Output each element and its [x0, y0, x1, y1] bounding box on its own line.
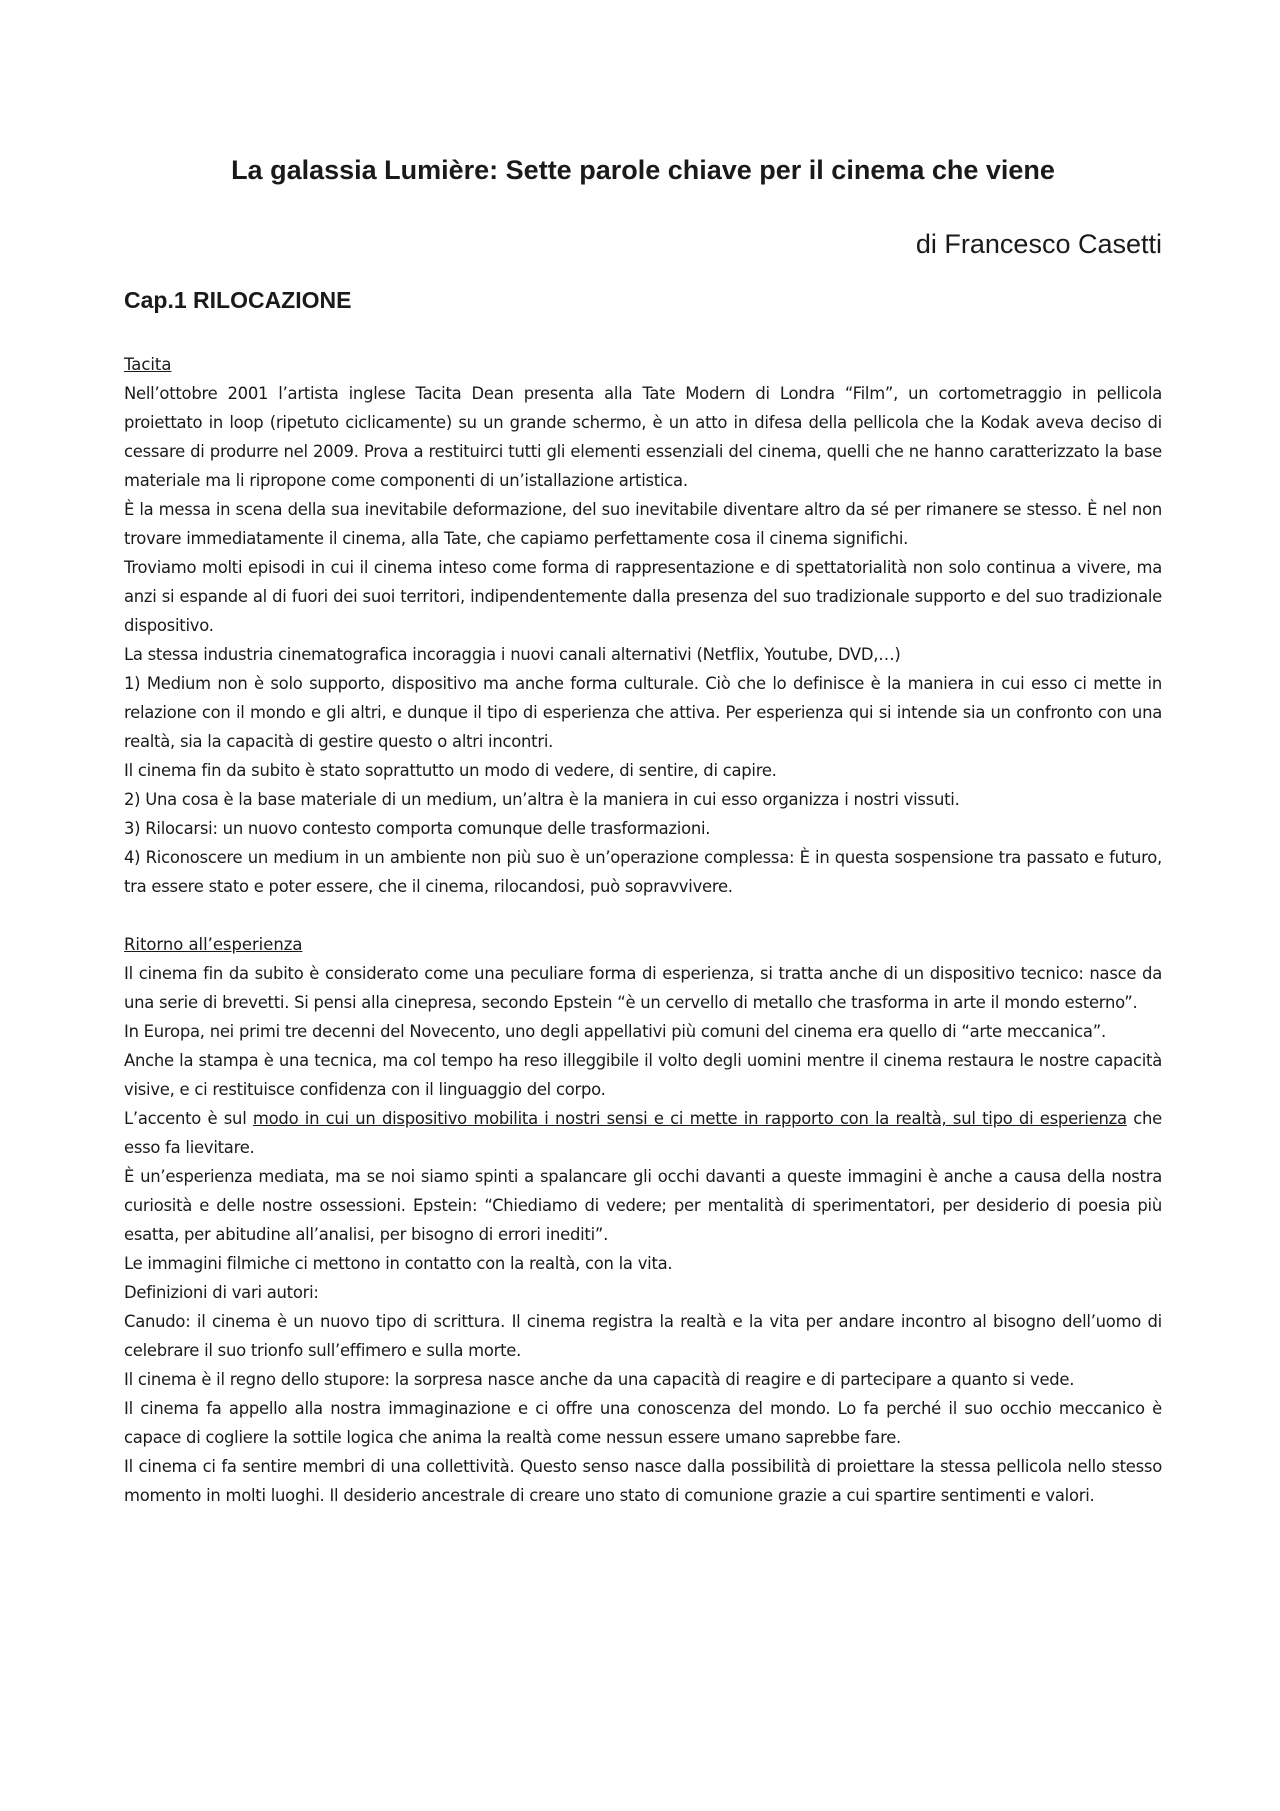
- paragraph: Le immagini filmiche ci mettono in contatto con la realtà, con la vita.: [124, 1254, 673, 1273]
- paragraph: È un’esperienza mediata, ma se noi siamo spinti a spalancare gli occhi davanti a queste immagini è anche a causa della nostra curiosità e delle nostre ossessioni. Epstein: “Chiediamo di vedere; per mentalità di sperimentatori, per desiderio di poesia più esatta, per abitudine all’analisi, per bisogno di errori inediti”.: [124, 1167, 1162, 1244]
- paragraph: Anche la stampa è una tecnica, ma col tempo ha reso illeggibile il volto degli uomini mentre il cinema restaura le nostre capacità visive, e ci restituisce confidenza con il linguaggio del corpo.: [124, 1051, 1162, 1099]
- paragraph: 1) Medium non è solo supporto, dispositivo ma anche forma culturale. Ciò che lo definisce è la maniera in cui esso ci mette in relazione con il mondo e gli altri, e dunque il tipo di esperienza che attiva. Per esperienza qui si intende sia un confronto con una realtà, sia la capacità di gestire questo o altri incontri.: [124, 674, 1162, 751]
- paragraph: Il cinema è il regno dello stupore: la sorpresa nasce anche da una capacità di reagire e di partecipare a quanto si vede.: [124, 1370, 1075, 1389]
- paragraph: Definizioni di vari autori:: [124, 1283, 319, 1302]
- paragraph: Il cinema fa appello alla nostra immaginazione e ci offre una conoscenza del mondo. Lo fa perché il suo occhio meccanico è capace di cogliere la sottile logica che anima la realtà come nessun essere umano saprebbe fare.: [124, 1399, 1162, 1447]
- document-page: [124, 150, 1162, 1510]
- paragraph: 3) Rilocarsi: un nuovo contesto comporta comunque delle trasformazioni.: [124, 819, 711, 838]
- paragraph: Nell’ottobre 2001 l’artista inglese Tacita Dean presenta alla Tate Modern di Londra “Film”, un cortometraggio in pellicola proiettato in loop (ripetuto ciclicamente) su un grande schermo, è un atto in difesa della pellicola che la Kodak aveva deciso di cessare di produrre nel 2009. Prova a restituirci tutti gli elementi essenziali del cinema, quelli che ne hanno caratterizzato la base materiale ma li ripropone come componenti di un’istallazione artistica.: [124, 384, 1162, 490]
- paragraph: Troviamo molti episodi in cui il cinema inteso come forma di rappresentazione e di spettatorialità non solo continua a vivere, ma anzi si espande al di fuori dei suoi territori, indipendentemente dalla presenza del suo tradizionale supporto e del suo tradizionale dispositivo.: [124, 558, 1162, 635]
- accent-prefix: L’accento è sul: [124, 1109, 253, 1128]
- paragraph: Il cinema ci fa sentire membri di una collettività. Questo senso nasce dalla possibilità di proiettare la stessa pellicola nello stesso momento in molti luoghi. Il desiderio ancestrale di creare uno stato di comunione grazie a cui spartire sentimenti e valori.: [124, 1457, 1162, 1505]
- paragraph: Il cinema fin da subito è considerato come una peculiare forma di esperienza, si tratta anche di un dispositivo tecnico: nasce da una serie di brevetti. Si pensi alla cinepresa, secondo Epstein “è un cervello di metallo che trasforma in arte il mondo esterno”.: [124, 964, 1162, 1012]
- accent-suffix: che esso fa lievitare.: [124, 1109, 1162, 1157]
- section-ritorno-esperienza: [124, 930, 1162, 1510]
- paragraph: Il cinema fin da subito è stato soprattutto un modo di vedere, di sentire, di capire.: [124, 761, 777, 780]
- paragraph: La stessa industria cinematografica incoraggia i nuovi canali alternativi (Netflix, Youtube, DVD,…): [124, 645, 901, 664]
- paragraph: Canudo: il cinema è un nuovo tipo di scrittura. Il cinema registra la realtà e la vita per andare incontro al bisogno dell’uomo di celebrare il suo trionfo sull’effimero e sulla morte.: [124, 1312, 1162, 1360]
- accent-underlined-text: modo in cui un dispositivo mobilita i nostri sensi e ci mette in rapporto con la realtà, sul tipo di esperienza: [252, 1109, 1127, 1128]
- paragraph: 4) Riconoscere un medium in un ambiente non più suo è un’operazione complessa: È in questa sospensione tra passato e futuro, tra essere stato e poter essere, che il cinema, rilocandosi, può sopravvivere.: [124, 848, 1162, 896]
- accent-paragraph: [124, 1104, 1162, 1162]
- section-tacita: [124, 350, 1162, 901]
- document-title: La galassia Lumière: Sette parole chiave per il cinema che viene: [231, 155, 1055, 185]
- document-author: di Francesco Casetti: [915, 229, 1162, 259]
- paragraph: 2) Una cosa è la base materiale di un medium, un’altra è la maniera in cui esso organizza i nostri vissuti.: [124, 790, 960, 809]
- paragraph: In Europa, nei primi tre decenni del Novecento, uno degli appellativi più comuni del cinema era quello di “arte meccanica”.: [124, 1022, 1106, 1041]
- section-title: Tacita: [124, 355, 172, 374]
- chapter-heading: Cap.1 RILOCAZIONE: [124, 287, 352, 313]
- section-title: Ritorno all’esperienza: [124, 935, 303, 954]
- paragraph: È la messa in scena della sua inevitabile deformazione, del suo inevitabile diventare altro da sé per rimanere se stesso. È nel non trovare immediatamente il cinema, alla Tate, che capiamo perfettamente cosa il cinema significhi.: [124, 500, 1162, 548]
